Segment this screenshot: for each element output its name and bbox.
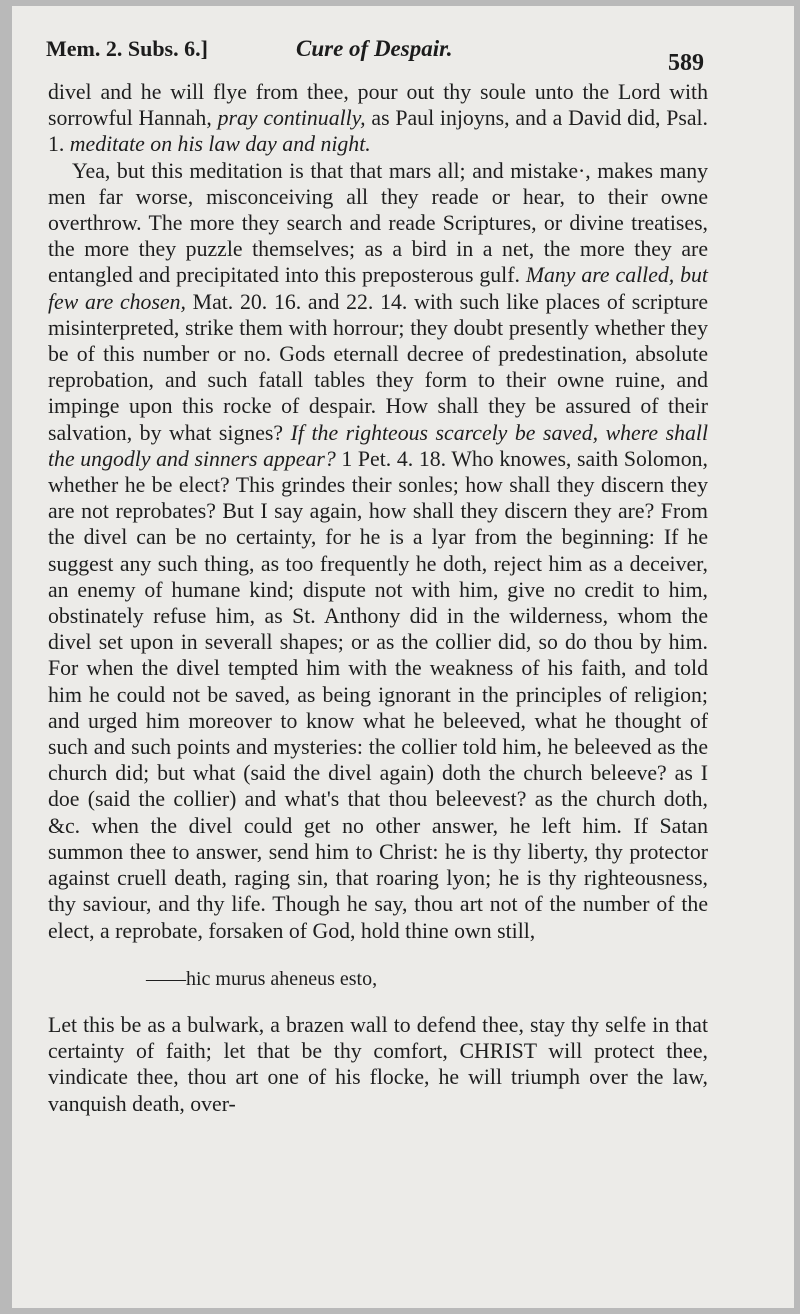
body-text — [48, 79, 708, 1117]
italic-run: pray continually, — [217, 106, 366, 131]
latin-quotation: ——hic murus aheneus esto, — [146, 967, 378, 990]
paragraph-3: Let this be as a bulwark, a brazen wall to defend thee, stay thy selfe in that certainty of faith; let that be thy comfort, CHRIST will protect thee, vindicate thee, thou art one of his flocke, he will triumph over the law, vanquish death, over- — [48, 1012, 708, 1116]
running-title-chapter: Cure of Despair. — [296, 36, 453, 61]
italic-run: meditate on his law day and night. — [69, 132, 371, 157]
text-run: Mat. 20. 16. and 22. 14. with such like places of scripture misinterpreted, strike them with horrour; they doubt presently whether they be of this number or no. Gods eternall decree of predestination, absolute reprobation, and such fatall tables they form to their owne ruine, and impinge upon this rocke of despair. How shall they be assured of their salvation, by what signes? — [48, 289, 708, 445]
text-run: divel and he will flye from thee, pour out thy soule unto the Lord with sorrowful Hannah, — [48, 80, 708, 131]
running-title-section: Mem. 2. Subs. 6.] — [46, 36, 208, 61]
text-run: as Paul injoyns, and a David did, Psal. 1. — [48, 106, 709, 157]
text-run: 1 Pet. 4. 18. Who knowes, saith Solomon, whether he be elect? This grindes their sonles; how shall they discern they are not reprobates? But I say again, how shall they discern they are? From the divel can be no certainty, for he is a lyar from the beginning: If he suggest any such thing, as too frequently he doth, reject him as a deceiver, an enemy of humane kind; dispute not with him, give no credit to him, obstinately refuse him, as St. Anthony did in the wilderness, whom the divel set upon in severall shapes; or as the collier did, so do thou by him. For when the divel tempted him with the weakness of his faith, and told him he could not be saved, as being ignorant in the principles of religion; and urged him moreover to know what he beleeved, what he thought of such and such points and mysteries: the collier told him, he beleeved as the church did; but what (said the divel again) doth the church beleeve? as I doe (said the collier) and what's that thou beleevest? as the church doth, &c. when the divel could get no other answer, he left him. If Satan summon thee to answer, send him to Christ: he is thy liberty, thy protector against cruell death, raging sin, that roaring lyon; he is thy righteousness, thy saviour, and thy life. Though he say, thou art not of the number of the elect, a reprobate, forsaken of God, hold thine own still, — [48, 446, 709, 943]
italic-run: Many are called, but few are chosen, — [48, 263, 708, 314]
page-number: 589 — [668, 50, 704, 76]
paragraph-2 — [48, 158, 708, 944]
book-page — [12, 6, 794, 1308]
paragraph-1 — [48, 79, 708, 158]
running-header — [46, 28, 704, 64]
italic-run: If the righteous scarcely be saved, where shall the ungodly and sinners appear? — [48, 420, 708, 471]
text-run: Yea, but this meditation is that that mars all; and mistake·, makes many men far worse, misconceiving all they reade or hear, to their owne overthrow. The more they search and reade Scriptures, or divine treatises, the more they puzzle themselves; as a bird in a net, the more they are entangled and precipitated into this preposterous gulf. — [48, 158, 708, 288]
